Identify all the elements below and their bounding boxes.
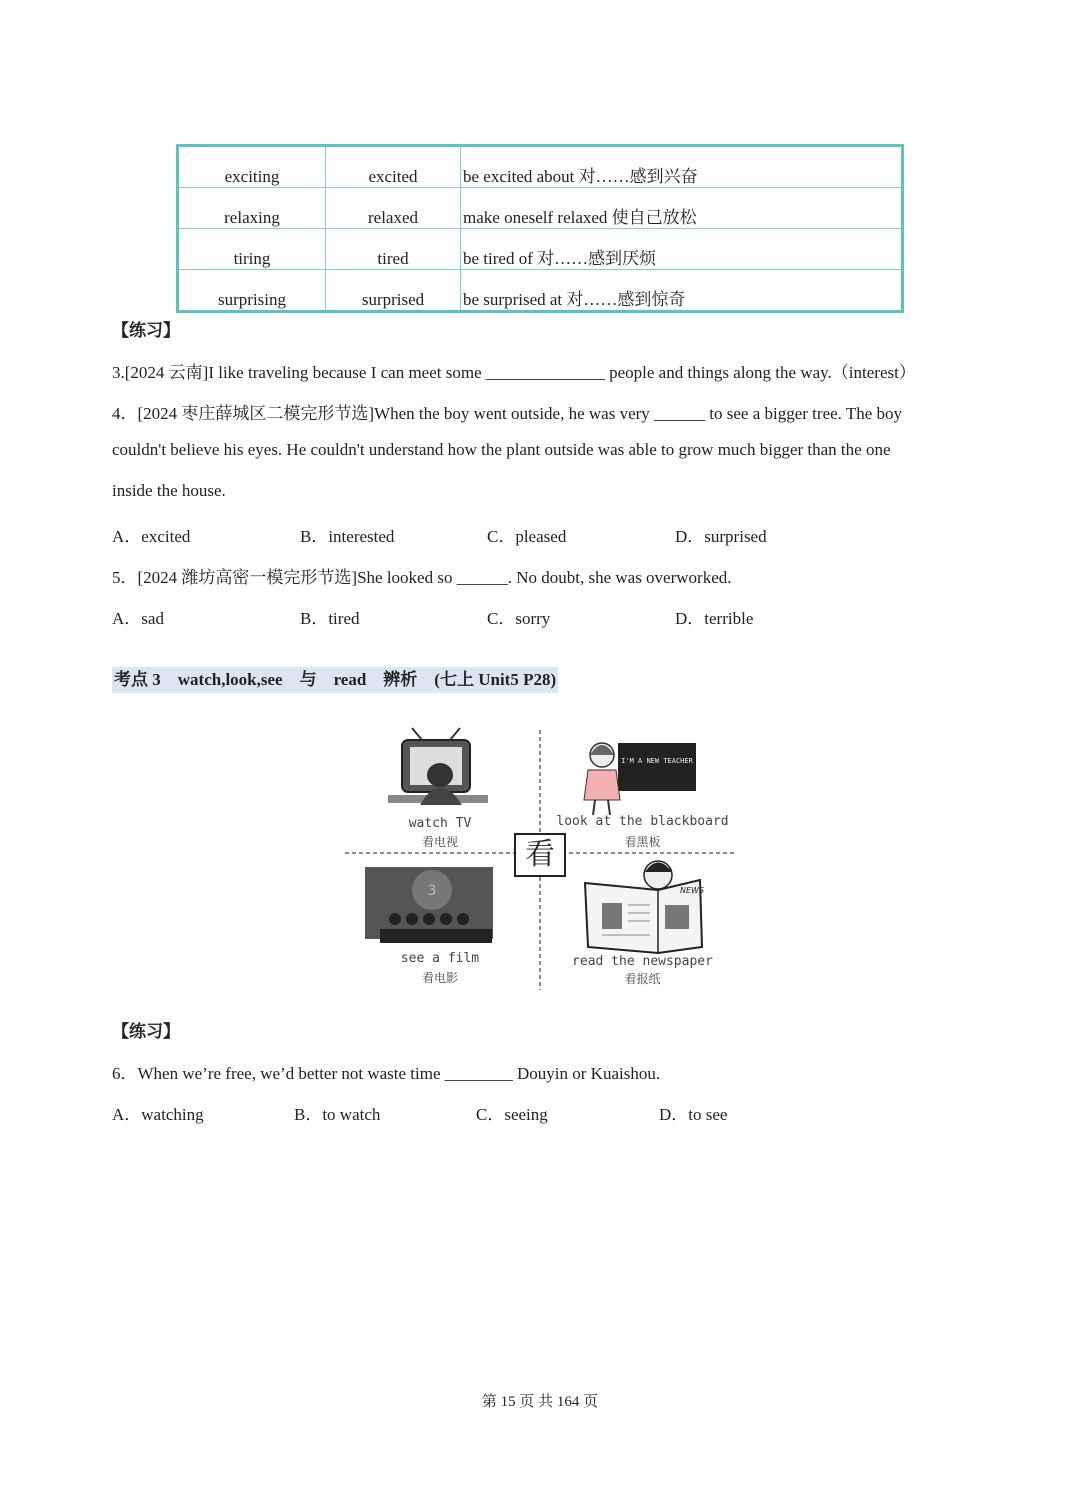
table-row [178,270,903,312]
option-b: B．interested [300,527,395,546]
table-row [178,146,903,188]
option-c: C．pleased [487,527,567,546]
cinema-icon [365,867,493,943]
read-label: read the newspaper [572,954,713,969]
table-cell: be excited about 对……感到兴奋 [461,146,903,188]
table-cell: make oneself relaxed 使自己放松 [461,188,903,229]
teacher-icon [584,743,696,815]
option-c: C．seeing [476,1105,548,1124]
read-cn: 看报纸 [624,972,661,986]
watch-tv-label: watch TV [408,816,472,831]
look-cn: 看黑板 [624,835,661,849]
question-6: 6．When we’re free, we’d better not waste time ________ Douyin or Kuaishou. [112,1064,661,1083]
tv-icon [388,728,488,805]
option-d: D．terrible [675,609,754,628]
practice-heading: 【练习】 [112,321,180,340]
page-number: 第 15 页 共 164 页 [481,1394,599,1410]
board-text: I'M A NEW TEACHER [621,757,693,765]
film-number: 3 [427,883,437,899]
newspaper-title: NEWS [680,886,705,895]
table-cell: tiring [178,229,326,270]
practice-heading: 【练习】 [112,1022,180,1041]
table-cell: be tired of 对……感到厌烦 [461,229,903,270]
table-cell: tired [326,229,461,270]
table-row [178,188,903,229]
kaodian-heading: 考点 3 watch,look,see 与 read 辨析 (七上 Unit5 P28) [112,667,558,693]
watch-tv-cn: 看电视 [421,835,458,849]
option-d: D．surprised [675,527,767,546]
question-3: 3.[2024 云南]I like traveling because I can meet some ______________ people and things along the way.（interest） [112,363,916,382]
see-film-cn: 看电影 [421,971,458,985]
kan-illustration [340,725,740,990]
option-d: D．to see [659,1105,728,1124]
table-cell: surprising [178,270,326,312]
table-cell: relaxing [178,188,326,229]
table-cell: be surprised at 对……感到惊奇 [461,270,903,312]
option-c: C．sorry [487,609,551,628]
table-cell: relaxed [326,188,461,229]
table-cell: excited [326,146,461,188]
option-b: B．tired [300,609,360,628]
look-label: look at the blackboard [556,814,729,829]
option-a: A．sad [112,609,164,628]
kan-character: 看 [514,833,566,877]
table-cell: exciting [178,146,326,188]
vocab-table [176,144,904,313]
see-film-label: see a film [400,951,480,966]
question-5: 5．[2024 潍坊高密一模完形节选]She looked so ______. No doubt, she was overworked. [112,568,732,587]
question-4-continued: couldn't believe his eyes. He couldn't understand how the plant outside was able to grow much bigger than the one [112,440,891,459]
question-4: 4．[2024 枣庄薛城区二模完形节选]When the boy went outside, he was very ______ to see a bigger tree. The boy [112,404,903,423]
table-row [178,229,903,270]
option-a: A．excited [112,527,191,546]
question-4-continued: inside the house. [112,481,226,500]
newspaper-icon [585,861,704,953]
option-b: B．to watch [294,1105,381,1124]
option-a: A．watching [112,1105,204,1124]
table-cell: surprised [326,270,461,312]
